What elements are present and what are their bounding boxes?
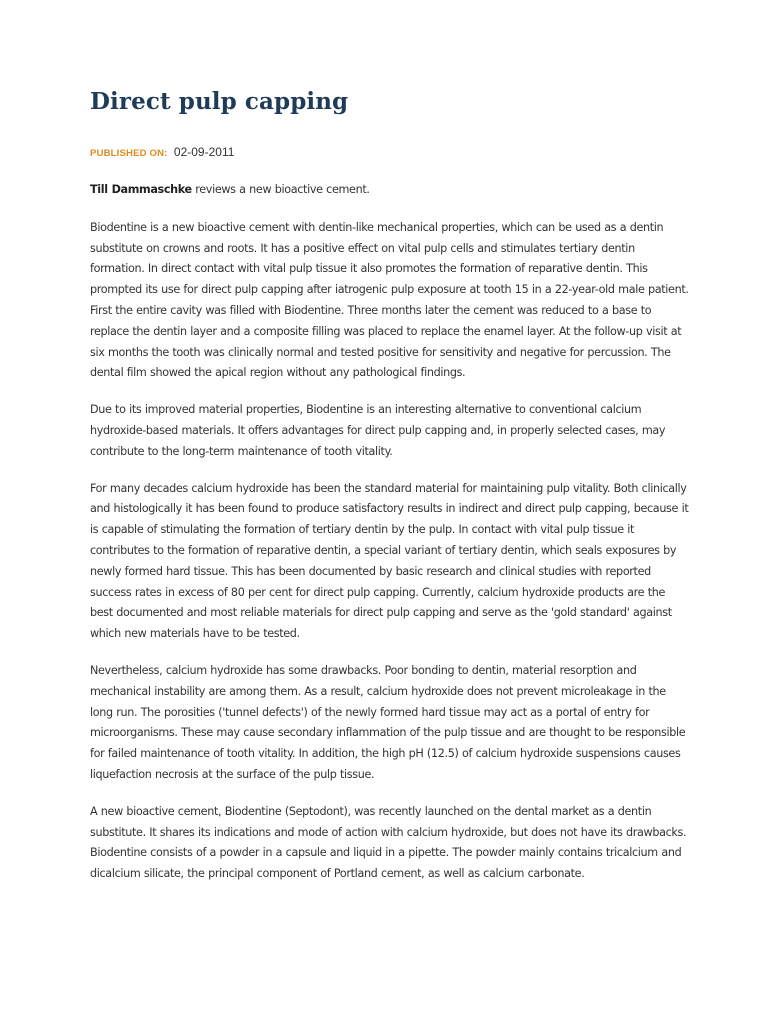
published-label: PUBLISHED ON: bbox=[90, 148, 168, 159]
published-line bbox=[90, 145, 690, 159]
body-paragraph-1: Biodentine is a new bioactive cement with dentin-like mechanical properties, which can be used as a dentin substitute on crowns and roots. It has a positive effect on vital pulp cells and stimulates tertiary dentin formation. In direct contact with vital pulp tissue it also promotes the formation of reparative dentin. This prompted its use for direct pulp capping after iatrogenic pulp exposure at tooth 15 in a 22-year-old male patient. First the entire cavity was filled with Biodentine. Three months later the cement was reduced to a base to replace the dentin layer and a composite filling was placed to replace the enamel layer. At the follow-up visit at six months the tooth was clinically normal and tested positive for sensitivity and negative for percussion. The dental film showed the apical region without any pathological findings. bbox=[90, 220, 689, 380]
article-title: Direct pulp capping bbox=[90, 88, 349, 115]
body-paragraph-5: A new bioactive cement, Biodentine (Septodont), was recently launched on the dental market as a dentin substitute. It shares its indications and mode of action with calcium hydroxide, but does not have its drawbacks. Biodentine consists of a powder in a capsule and liquid in a pipette. The powder mainly contains tricalcium and dicalcium silicate, the principal component of Portland cement, as well as calcium carbonate. bbox=[90, 804, 687, 881]
author-name: Till Dammaschke bbox=[90, 183, 192, 196]
body-paragraph-2: Due to its improved material properties, Biodentine is an interesting alternative to conventional calcium hydroxide-based materials. It offers advantages for direct pulp capping and, in properly selected cases, may contribute to the long-term maintenance of tooth vitality. bbox=[90, 403, 666, 458]
lead-paragraph bbox=[90, 180, 690, 201]
published-date: 02-09-2011 bbox=[173, 145, 235, 159]
body-paragraph-3: For many decades calcium hydroxide has been the standard material for maintaining pulp vitality. Both clinically and histologically it has been found to produce satisfactory results in indirect and direct pulp capping, because it is capable of stimulating the formation of tertiary dentin by the pulp. In contact with vital pulp tissue it contributes to the formation of reparative dentin, a special variant of tertiary dentin, which seals exposures by newly formed hard tissue. This has been documented by basic research and clinical studies with reported success rates in excess of 80 per cent for direct pulp capping. Currently, calcium hydroxide products are the best documented and most reliable materials for direct pulp capping and serve as the 'gold standard' against which new materials have to be tested. bbox=[90, 481, 689, 641]
body-paragraph-4: Nevertheless, calcium hydroxide has some drawbacks. Poor bonding to dentin, material resorption and mechanical instability are among them. As a result, calcium hydroxide does not prevent microleakage in the long run. The porosities ('tunnel defects') of the newly formed hard tissue may act as a portal of entry for microorganisms. These may cause secondary inflammation of the pulp tissue and are thought to be responsible for failed maintenance of tooth vitality. In addition, the high pH (12.5) of calcium hydroxide suspensions causes liquefaction necrosis at the surface of the pulp tissue. bbox=[90, 663, 686, 781]
article bbox=[90, 88, 690, 901]
lead-text: reviews a new bioactive cement. bbox=[191, 183, 370, 196]
